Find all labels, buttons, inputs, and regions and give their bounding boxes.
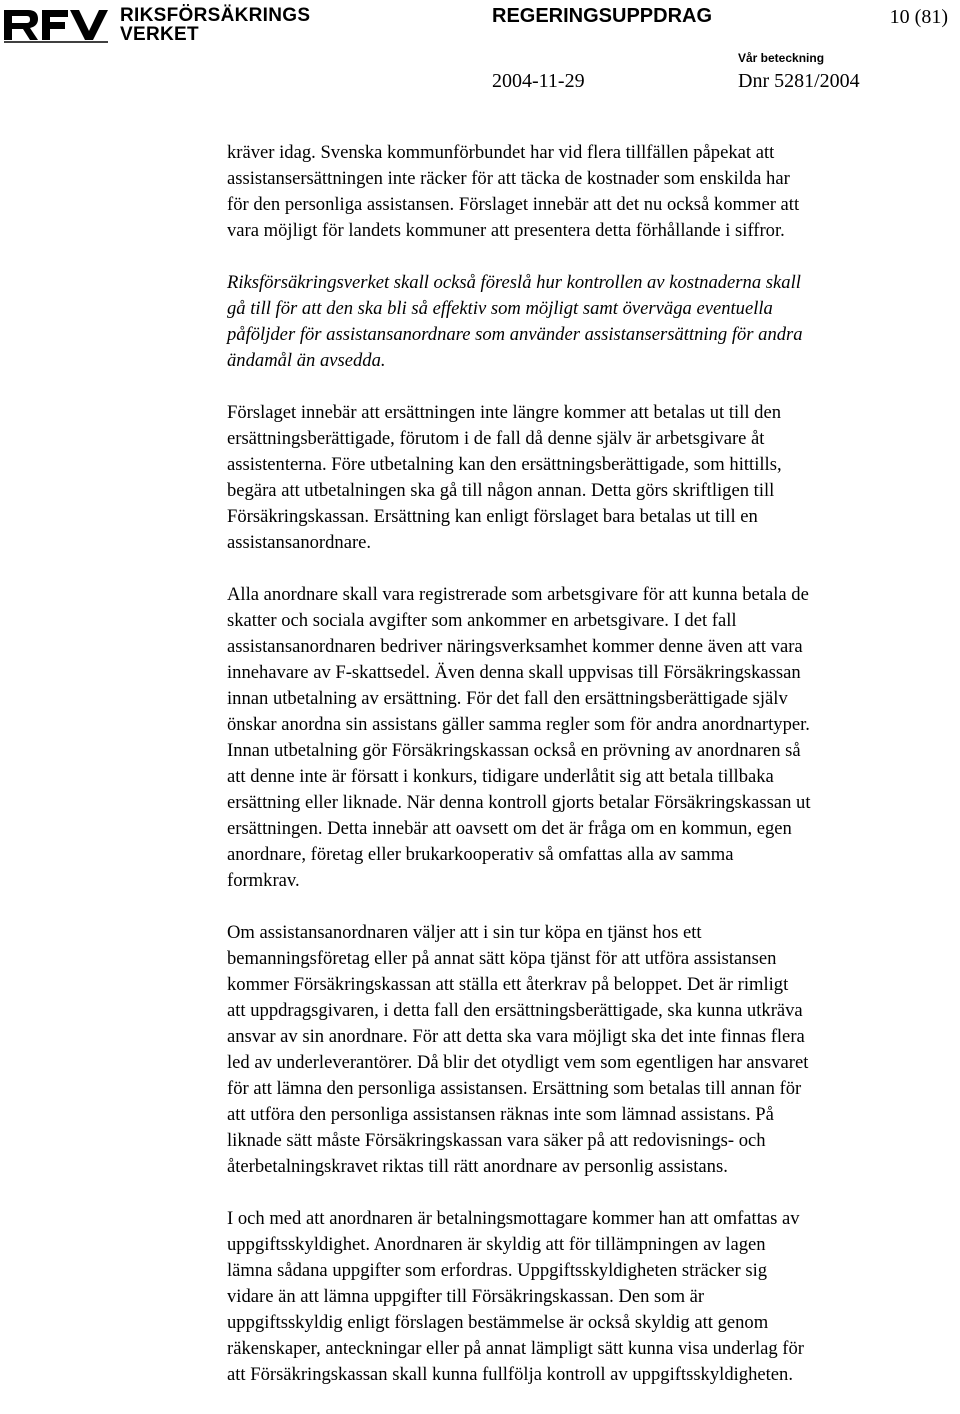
text-line: liknade sätt måste Försäkringskassan vara säker på att redovisnings- och xyxy=(227,1130,766,1151)
text-line: assistansersättningen inte räcker för att täcka de kostnader som enskilda har xyxy=(227,168,790,189)
text-line: återbetalningskravet riktas till rätt anordnare av personlig assistans. xyxy=(227,1156,728,1177)
body-paragraph xyxy=(227,920,945,1180)
text-line: begära att utbetalningen ska gå till någon annan. Detta görs skriftligen till xyxy=(227,480,775,501)
text-line: att utföra den personliga assistansen räknas inte som lämnad assistans. På xyxy=(227,1104,774,1125)
text-line: ansvar av sin anordnare. För att detta ska vara möjligt ska det inte finnas flera xyxy=(227,1026,805,1047)
text-line: ersättning eller liknade. När denna kontroll gjorts betalar Försäkringskassan ut xyxy=(227,792,811,813)
text-line: I och med att anordnaren är betalningsmottagare kommer han att omfattas av xyxy=(227,1208,800,1229)
text-line: för den personliga assistansen. Förslaget innebär att det nu också kommer att xyxy=(227,194,800,215)
text-line: Riksförsäkringsverket skall också föreslå hur kontrollen av kostnaderna skall xyxy=(227,272,801,293)
text-line: uppgiftsskyldighet. Anordnaren är skyldig att för tillämpningen av lagen xyxy=(227,1234,766,1255)
text-line: vara möjligt för landets kommuner att presentera detta förhållande i siffror. xyxy=(227,220,785,241)
text-line: led av underleverantörer. Då blir det otydligt vem som egentligen har ansvaret xyxy=(227,1052,809,1073)
text-line: assistansanordnaren bedriver näringsverksamhet kommer denne även att vara xyxy=(227,636,803,657)
org-name-line1: RIKSFÖRSÄKRINGS xyxy=(120,5,311,26)
text-line: gå till för att den ska bli så effektiv som möjligt samt överväga eventuella xyxy=(227,298,773,319)
body-paragraph xyxy=(227,270,945,374)
text-line: innehavare av F-skattsedel. Även denna skall uppvisas till Försäkringskassan xyxy=(227,662,801,683)
text-line: kräver idag. Svenska kommunförbundet har vid flera tillfällen påpekat att xyxy=(227,142,775,163)
text-line: innan utbetalning av ersättning. För det fall den ersättningsberättigade själv xyxy=(227,688,788,709)
text-line: Alla anordnare skall vara registrerade som arbetsgivare för att kunna betala de xyxy=(227,584,809,605)
text-line: formkrav. xyxy=(227,870,300,891)
text-line: ersättningsberättigade, förutom i de fall då denne själv är arbetsgivare åt xyxy=(227,428,765,449)
document-type: REGERINGSUPPDRAG xyxy=(492,5,713,27)
diary-number: Dnr 5281/2004 xyxy=(738,70,860,92)
text-line: kommer Försäkringskassan att ställa ett återkrav på beloppet. Det är rimligt xyxy=(227,974,789,995)
body-paragraph xyxy=(227,400,945,556)
text-line: assistenterna. Före utbetalning kan den ersättningsberättigade, som hittills, xyxy=(227,454,782,475)
text-line: uppgiftsskyldig enligt förslagen bestämmelse är också skyldig att genom xyxy=(227,1312,769,1333)
page-number: 10 (81) xyxy=(889,6,948,28)
text-line: att denne inte är försatt i konkurs, tidigare underlåtit sig att betala tillbaka xyxy=(227,766,774,787)
text-line: att uppdragsgivaren, i detta fall den ersättningsberättigade, ska kunna utkräva xyxy=(227,1000,803,1021)
text-line: för att lämna den personliga assistansen. Ersättning som betalas till annan för xyxy=(227,1078,802,1099)
text-line: att Försäkringskassan skall kunna fullfölja kontroll av uppgiftsskyldigheten. xyxy=(227,1364,793,1385)
text-line: Om assistansanordnaren väljer att i sin tur köpa en tjänst hos ett xyxy=(227,922,702,943)
text-line: anordnare, företag eller brukarkooperativ så omfattas alla av samma xyxy=(227,844,734,865)
text-line: Innan utbetalning gör Försäkringskassan också en prövning av anordnaren så xyxy=(227,740,801,761)
text-line: ersättningen. Detta innebär att oavsett om det är fråga om en kommun, egen xyxy=(227,818,792,839)
reference-label: Vår beteckning xyxy=(738,51,825,65)
document-date: 2004-11-29 xyxy=(492,70,585,92)
text-line: vidare än att lämna uppgifter till Försäkringskassan. Den som är xyxy=(227,1286,705,1307)
document-body xyxy=(227,140,945,1414)
text-line: skatter och sociala avgifter som ankommer en arbetsgivare. I det fall xyxy=(227,610,737,631)
rfv-logo xyxy=(2,6,110,44)
text-line: bemanningsföretag eller på annat sätt köpa tjänst för att utföra assistansen xyxy=(227,948,777,969)
body-paragraph xyxy=(227,140,945,244)
body-paragraph xyxy=(227,1206,945,1388)
text-line: ändamål än avsedda. xyxy=(227,350,386,371)
text-line: Förslaget innebär att ersättningen inte längre kommer att betalas ut till den xyxy=(227,402,782,423)
text-line: lämna sådana uppgifter som erfordras. Uppgiftsskyldigheten sträcker sig xyxy=(227,1260,768,1281)
text-line: assistansanordnare. xyxy=(227,532,372,553)
body-paragraph xyxy=(227,582,945,894)
text-line: räkenskaper, anteckningar eller på annat lämpligt sätt kunna visa underlag för xyxy=(227,1338,804,1359)
org-name-line2: VERKET xyxy=(120,24,199,45)
text-line: Försäkringskassan. Ersättning kan enligt förslaget bara betalas ut till en xyxy=(227,506,758,527)
page-header xyxy=(0,0,960,100)
text-line: påföljder för assistansanordnare som använder assistansersättning för andra xyxy=(227,324,803,345)
text-line: önskar anordna sin assistans gäller samma regler som för andra anordnartyper. xyxy=(227,714,810,735)
